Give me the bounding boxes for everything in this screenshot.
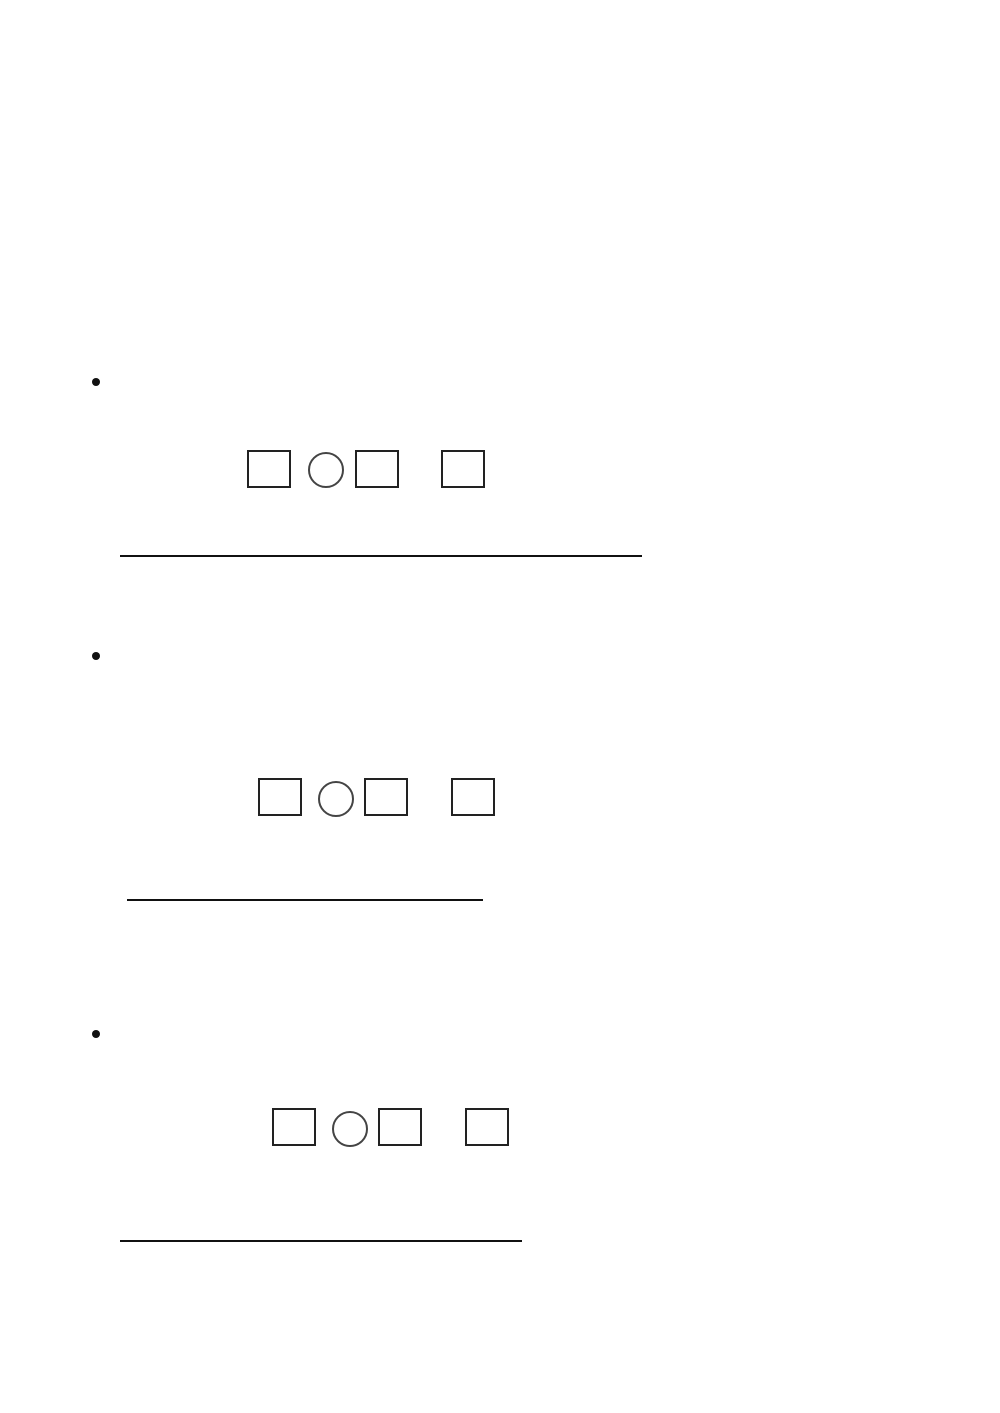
problem-1-answer	[120, 531, 642, 566]
problem-3-answer	[120, 1216, 522, 1251]
spoon-box-photo-2	[668, 812, 812, 990]
answer-blank[interactable]	[120, 531, 642, 557]
operand-2-box[interactable]	[378, 1108, 422, 1146]
ladybugs-on-branch-photo-3	[736, 478, 899, 586]
answer-blank[interactable]	[120, 1216, 522, 1242]
operator-circle[interactable]	[332, 1111, 368, 1147]
operand-1-box[interactable]	[258, 778, 302, 816]
operand-2-box[interactable]	[364, 778, 408, 816]
ladybugs-on-branch-photo-2	[706, 370, 869, 477]
operand-1-box[interactable]	[272, 1108, 316, 1146]
bullet-icon	[92, 1030, 100, 1038]
ladybugs-on-branch-photo-1	[725, 261, 888, 369]
bullet-icon	[92, 652, 100, 660]
operand-1-box[interactable]	[247, 450, 291, 488]
spoon-box-photo-1	[748, 653, 892, 831]
chocolate-box-photo	[622, 1022, 916, 1316]
bullet-icon	[92, 378, 100, 386]
problem-2-answer	[127, 875, 483, 910]
operator-circle[interactable]	[318, 781, 354, 817]
result-box[interactable]	[451, 778, 495, 816]
answer-blank[interactable]	[127, 875, 483, 901]
result-box[interactable]	[441, 450, 485, 488]
result-box[interactable]	[465, 1108, 509, 1146]
operator-circle[interactable]	[308, 452, 344, 488]
operand-2-box[interactable]	[355, 450, 399, 488]
